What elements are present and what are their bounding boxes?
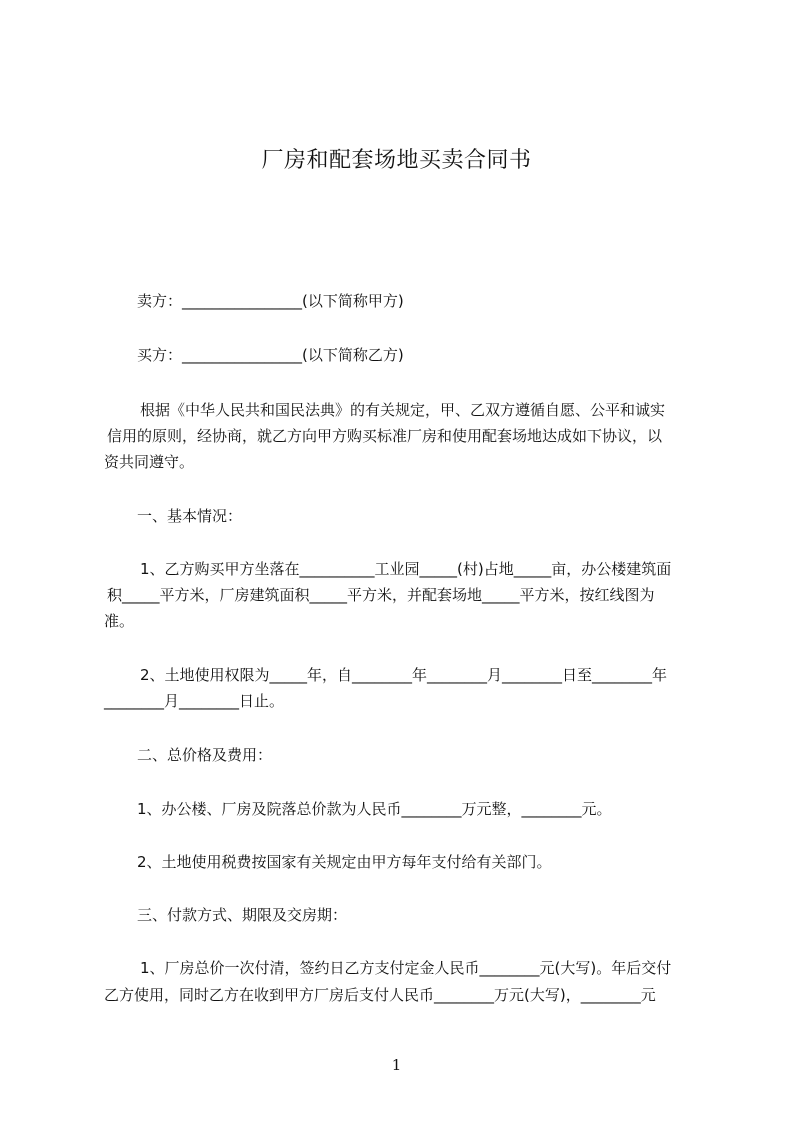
- intro-line-3: 资共同遵守。: [104, 453, 195, 471]
- section-1-item-1-line-3: 准。: [104, 612, 135, 630]
- section-3-item-1-line-2: 乙方使用，同时乙方在收到甲方厂房后支付人民币________万元(大写)，________元: [104, 986, 656, 1004]
- section-3-item-1-line-1: 1、厂房总价一次付清，签约日乙方支付定金人民币________元(大写)。年后交付: [140, 959, 672, 977]
- intro-line-2: 信用的原则，经协商，就乙方向甲方购买标准厂房和使用配套场地达成如下协议，以: [107, 427, 663, 445]
- page-title: 厂房和配套场地买卖合同书: [261, 148, 532, 173]
- section-1-item-1-line-1: 1、乙方购买甲方坐落在__________工业园_____(村)占地_____亩，办公楼建筑面: [140, 560, 672, 578]
- buyer-line: 买方：________________(以下简称乙方): [137, 346, 404, 364]
- section-1-item-2-line-2: ________月________日止。: [104, 692, 285, 710]
- section-1-heading: 一、基本情况：: [137, 507, 243, 525]
- section-3-heading: 三、付款方式、期限及交房期：: [137, 906, 348, 924]
- section-1-item-2-line-1: 2、土地使用权限为_____年，自________年________月________日至________年: [140, 666, 668, 684]
- seller-line: 卖方：________________(以下简称甲方): [137, 292, 404, 310]
- section-2-heading: 二、总价格及费用：: [137, 746, 273, 764]
- page-number: 1: [391, 1056, 402, 1074]
- section-1-item-1-line-2: 积_____平方米，厂房建筑面积_____平方米，并配套场地_____平方米，按红线图为: [107, 586, 655, 604]
- section-2-item-2: 2、土地使用税费按国家有关规定由甲方每年支付给有关部门。: [137, 853, 552, 871]
- intro-line-1: 根据《中华人民共和国民法典》的有关规定，甲、乙双方遵循自愿、公平和诚实: [140, 401, 666, 419]
- section-2-item-1: 1、办公楼、厂房及院落总价款为人民币________万元整，________元。: [137, 800, 612, 818]
